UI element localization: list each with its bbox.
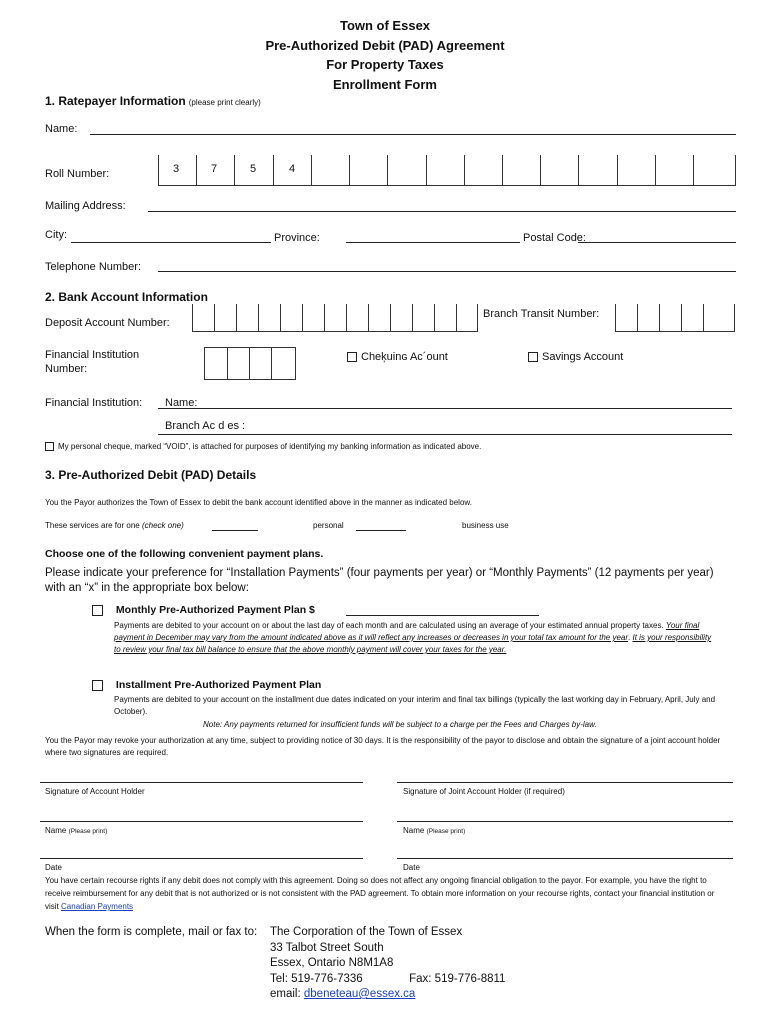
monthly-plan-description: Payments are debited to your account on or about the last day of each month and are calculated using an average of your estimated annual property taxes. Your final payment in December may vary from the amount indicated above as it will reflect any increases or decreases in your total tax amount for the year. It is your responsibility to review your final tax bill balance to ensure that the above monthly payment will cover your taxes for the year. (114, 621, 712, 654)
authorize-text: You the Payor authorizes the Town of Essex to debit the bank account identified above in the manner as indicated below. (45, 498, 472, 507)
monthly-plan-row (92, 603, 315, 617)
void-cheque-option[interactable] (45, 441, 481, 452)
email-link[interactable]: dbeneteau@essex.ca (303, 988, 416, 1000)
canadian-payments-link[interactable]: Canadian Payments (61, 902, 134, 911)
institution-number-label: Financial Institution Number: (45, 349, 140, 375)
void-cheque-checkbox[interactable] (45, 442, 54, 451)
nsf-note: Note: Any payments returned for insufficient funds will be subject to a charge per the Fees and Charges by-law. (203, 720, 597, 729)
section2-title: 2. Bank Account Information (45, 290, 208, 304)
province-field[interactable] (346, 242, 520, 243)
mailing-address-label: Mailing Address: (45, 200, 126, 212)
savings-label: Savings Account (542, 351, 624, 363)
revoke-text: You the Payor may revoke your authorization at any time, subject to providing notice of 30 days. It is the responsibility of the payor to disclose and obtain the signature of a joint account holder where two signatures are required. (45, 736, 721, 757)
roll-digit: 5 (250, 163, 257, 175)
date-holder-field[interactable] (40, 858, 363, 859)
form-header (200, 16, 570, 94)
business-label: business use (462, 521, 509, 530)
monthly-italic-text: Your final payment in December may vary from the amount indicated above as it will reflect any increases or decreases in your total tax amount for the year (114, 621, 700, 642)
monthly-plan-checkbox[interactable] (92, 605, 103, 616)
installment-plan-description: Payments are debited to your account on the installment due dates indicated on your interim and final tax billings (typically the last working day in February, April, July and October). (114, 695, 716, 716)
name-holder-print-note: (Please print) (68, 828, 108, 835)
chequing-label: Cheķuinɢ Ac´ount (361, 351, 448, 363)
roll-digit: 4 (289, 163, 296, 175)
monthly-plan-title: Monthly Pre-Authorized Payment Plan $ (115, 604, 315, 616)
roll-number-field[interactable] (158, 155, 736, 186)
name-holder-field[interactable] (40, 821, 363, 822)
chequing-checkbox[interactable] (347, 352, 357, 362)
roll-digit: 3 (173, 163, 180, 175)
org-contact-row (270, 972, 505, 988)
signature-joint-label: Signature of Joint Account Holder (if required) (403, 787, 565, 796)
date-joint-label: Date (403, 863, 420, 872)
org-tel: Tel: 519-776-7336 (270, 972, 363, 985)
province-label: Province: (274, 232, 320, 244)
monthly-amount-field[interactable] (346, 615, 539, 616)
choose-plan-heading: Choose one of the following convenient payment plans. (45, 548, 324, 560)
branch-address-label: Branch Ac d es : (165, 420, 246, 432)
city-field[interactable] (71, 242, 271, 243)
chequing-option[interactable] (347, 350, 448, 364)
roll-digit: 7 (211, 163, 218, 175)
institution-name-field[interactable] (158, 408, 732, 409)
indicate-text: Please indicate your preference for “Installation Payments” (four payments per year) or “Monthly Payments” (12 payments per year) with an “x” in the appropriate box below: (45, 567, 714, 594)
branch-transit-label: Branch Transit Number: (483, 308, 600, 320)
savings-checkbox[interactable] (528, 352, 538, 362)
name-holder-label (45, 825, 107, 837)
monthly-text: Payments are debited to your account on or about the last day of each month and are calculated using an average of your estimated annual property taxes. (114, 621, 664, 630)
services-row (45, 520, 184, 531)
header-title: Pre-Authorized Debit (PAD) Agreement (265, 37, 505, 53)
deposit-account-field[interactable] (192, 304, 478, 332)
services-prefix: These services are for one (45, 521, 140, 530)
header-town: Town of Essex (339, 18, 431, 33)
name-joint-print-note: (Please print) (426, 828, 466, 835)
org-city: Essex, Ontario N8M1A8 (270, 957, 394, 969)
name-joint-label (403, 825, 465, 837)
monthly-italic-text-2: It is your responsibility to review your final tax bill balance to ensure that the above monthly payment will cover your taxes for the year. (114, 633, 712, 654)
services-blank[interactable] (212, 530, 258, 531)
org-email-row (270, 987, 505, 1003)
name-label: Name: (45, 123, 78, 135)
header-form-name: Enrollment Form (332, 76, 437, 92)
institution-name-label: Name: (165, 397, 198, 409)
telephone-label: Telephone Number: (45, 261, 142, 273)
personal-blank[interactable] (356, 530, 406, 531)
mailing-address-field[interactable] (148, 211, 736, 212)
section1-heading (45, 94, 261, 110)
name-field[interactable] (90, 134, 736, 135)
savings-option[interactable] (528, 350, 623, 364)
name-holder-text: Name (45, 826, 67, 835)
org-name: The Corporation of the Town of Essex (270, 926, 463, 938)
branch-address-field[interactable] (158, 434, 732, 435)
org-street: 33 Talbot Street South (270, 941, 384, 954)
deposit-account-label: Deposit Account Number: (45, 317, 170, 329)
void-cheque-note: My personal cheque, marked “VOID”, is attached for purposes of identifying my banking information as indicated above. (58, 442, 482, 451)
email-label: email: (270, 988, 301, 1000)
mail-fax-instruction: When the form is complete, mail or fax to: (45, 926, 258, 938)
signature-joint-field[interactable] (397, 782, 733, 783)
date-holder-label: Date (45, 863, 62, 872)
postal-code-label: Postal Code: (523, 232, 586, 244)
installment-plan-row (92, 678, 321, 692)
branch-transit-field[interactable] (615, 304, 735, 332)
institution-number-field[interactable] (204, 347, 296, 380)
postal-code-field[interactable] (578, 242, 736, 243)
installment-plan-title: Installment Pre-Authorized Payment Plan (115, 679, 322, 691)
mailing-address-block (270, 925, 505, 1003)
name-joint-text: Name (403, 826, 425, 835)
signature-holder-label: Signature of Account Holder (45, 787, 145, 796)
signature-holder-field[interactable] (40, 782, 363, 783)
section1-note: (please print clearly) (188, 98, 261, 107)
recourse-paragraph (45, 874, 725, 913)
name-joint-field[interactable] (397, 821, 733, 822)
city-label: City: (45, 229, 67, 241)
section3-title: 3. Pre-Authorized Debit (PAD) Details (45, 468, 257, 482)
org-fax: Fax: 519-776-8811 (409, 972, 506, 985)
section1-title: 1. Ratepayer Information (45, 94, 186, 108)
installment-plan-checkbox[interactable] (92, 680, 103, 691)
personal-label: personal (313, 521, 344, 530)
date-joint-field[interactable] (397, 858, 733, 859)
header-subtitle: For Property Taxes (326, 57, 444, 72)
roll-number-label: Roll Number: (45, 168, 110, 180)
telephone-field[interactable] (158, 271, 736, 272)
recourse-text: You have certain recourse rights if any debit does not comply with this agreement. Doing so does not affect any ongoing financial obligation to the payor. For example, you have the right to receive reimbursement for any debit that is not authorized or is not consistent with the PAD agreement. To obtain more information on your recourse rights, contact your financial institution or visit (45, 876, 715, 911)
check-one-label: (check one) (141, 521, 184, 530)
financial-institution-label: Financial Institution: (45, 397, 143, 409)
